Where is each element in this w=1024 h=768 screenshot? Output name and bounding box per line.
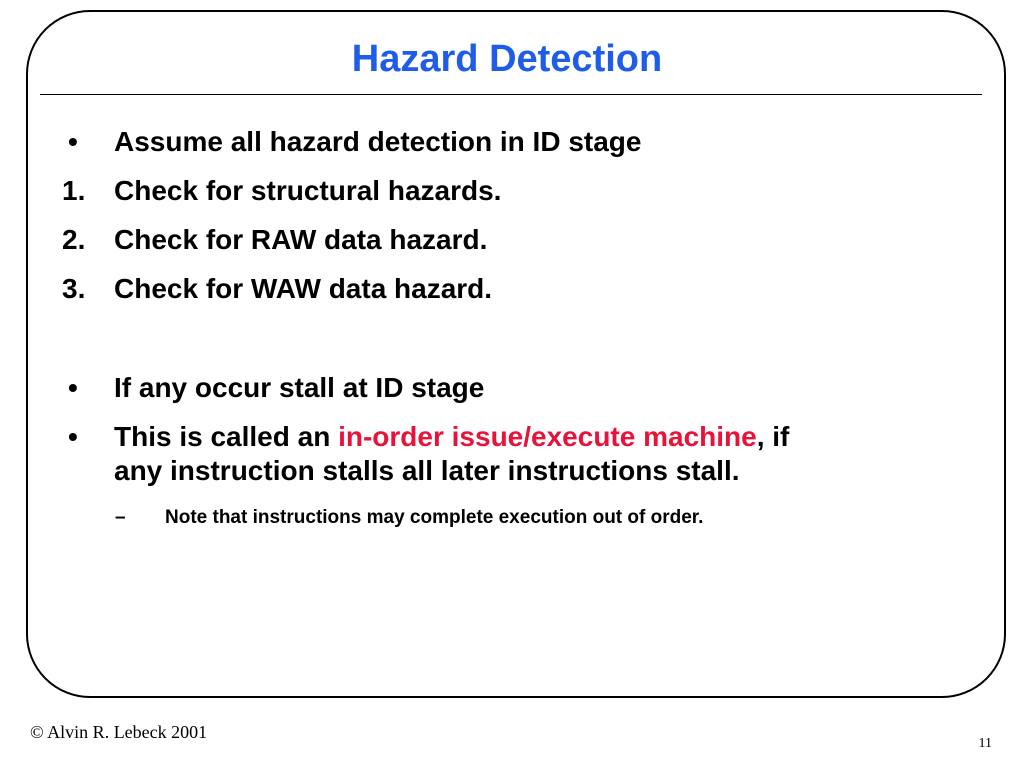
- bullet-text-line2: any instruction stalls all later instructions stall.: [114, 455, 740, 486]
- highlighted-term: in-order issue/execute machine: [338, 421, 757, 452]
- bullet-marker: •: [68, 126, 78, 157]
- bullet-marker: •: [68, 372, 78, 403]
- page-number: 11: [978, 736, 992, 751]
- bullet-marker: •: [68, 421, 78, 452]
- number-marker: 2.: [62, 224, 86, 255]
- number-marker: 3.: [62, 273, 86, 304]
- bullet-text: [114, 421, 789, 453]
- slide-title: Hazard Detection: [351, 38, 663, 80]
- numbered-text: Check for RAW data hazard.: [114, 224, 488, 255]
- bullet-text: If any occur stall at ID stage: [114, 372, 485, 403]
- bullet-text: Assume all hazard detection in ID stage: [114, 126, 642, 157]
- sub-bullet-text: Note that instructions may complete execution out of order.: [165, 507, 704, 528]
- footer-copyright: © Alvin R. Lebeck 2001: [30, 722, 208, 742]
- title-divider: [40, 94, 982, 95]
- bullet-text-start: This is called an: [114, 421, 339, 452]
- bullet-text-end: , if: [756, 421, 790, 452]
- numbered-text: Check for WAW data hazard.: [114, 273, 493, 304]
- numbered-text: Check for structural hazards.: [114, 175, 502, 206]
- number-marker: 1.: [62, 175, 86, 206]
- dash-marker: –: [115, 507, 126, 528]
- slide-frame: [26, 10, 1006, 698]
